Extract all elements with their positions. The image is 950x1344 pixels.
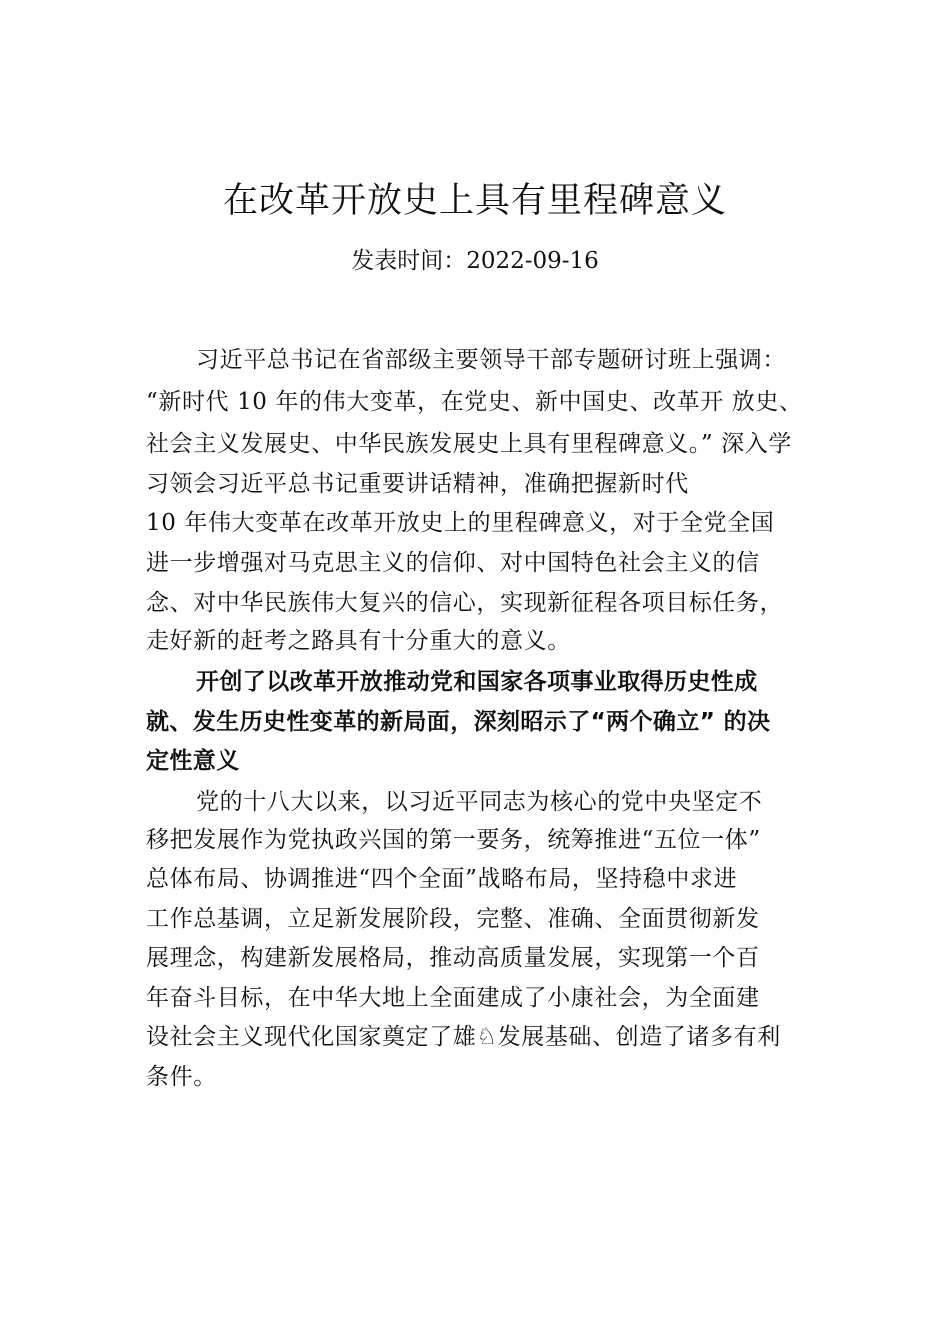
paragraph-1-line: 习领会习近平总书记重要讲话精神，准确把握新时代 [146,471,689,497]
paragraph-2-line: 移把发展作为党执政兴国的第一要务，统筹推进“五位一体” [146,827,761,853]
paragraph-2-line: 设社会主义现代化国家奠定了雄♘发展基础、创造了诸多有利 [146,1024,781,1050]
paragraph-2-line: 条件。 [146,1064,217,1090]
paragraph-2-line: 总体布局、协调推进“四个全面”战略布局，坚持稳中求进 [146,866,738,892]
publish-date: 发表时间：2022-09-16 [351,248,599,274]
paragraph-1-line: 进一步增强对马克思主义的信仰、对中国特色社会主义的信 [146,550,760,576]
paragraph-1-line: 10 年伟大变革在改革开放史上的里程碑意义，对于全党全国 [146,510,775,536]
paragraph-2-line: 工作总基调，立足新发展阶段，完整、准确、全面贯彻新发 [146,906,760,932]
section-heading-line: 就、发生历史性变革的新局面，深刻昭示了“两个确立” 的决 [146,709,771,735]
paragraph-1-line: “新时代 10 年的伟大变革，在党史、新中国史、改革开 放史、 [146,389,803,415]
paragraph-2-line: 年奋斗目标，在中华大地上全面建成了小康社会，为全面建 [146,985,760,1011]
section-heading-line: 开创了以改革开放推动党和国家各项事业取得历史性成 [196,669,758,695]
paragraph-1-line: 社会主义发展史、中华民族发展史上具有里程碑意义。” 深入学 [146,431,792,457]
section-heading-line: 定性意义 [146,748,240,774]
document-title: 在改革开放史上具有里程碑意义 [222,181,727,221]
paragraph-2-line: 展理念，构建新发展格局，推动高质量发展，实现第一个百 [146,945,760,971]
paragraph-1-line: 念、对中华民族伟大复兴的信心，实现新征程各项目标任务， [146,590,784,616]
paragraph-1-line: 走好新的赶考之路具有十分重大的意义。 [146,628,571,654]
paragraph-2-line: 党的十八大以来，以习近平同志为核心的党中央坚定不 [196,789,763,815]
paragraph-1-line: 习近平总书记在省部级主要领导干部专题研讨班上强调： [196,347,786,373]
